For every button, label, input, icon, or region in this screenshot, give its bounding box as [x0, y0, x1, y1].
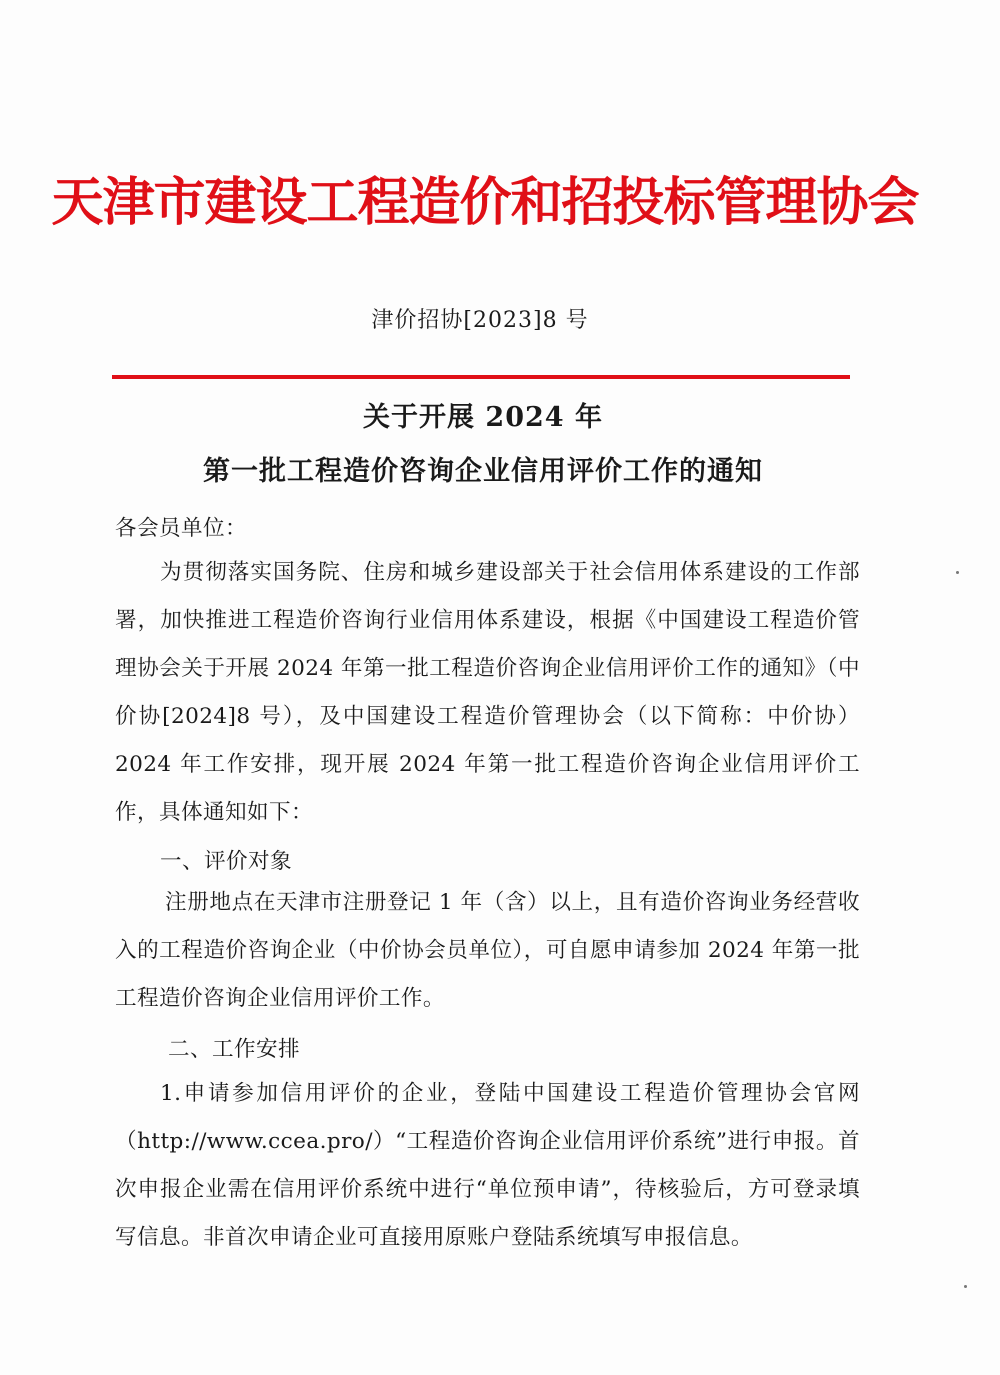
- section-heading-work-arrangement: 二、工作安排: [168, 1037, 300, 1062]
- intro-paragraph: 为贯彻落实国务院、住房和城乡建设部关于社会信用体系建设的工作部署，加快推进工程造价咨询行业信用体系建设，根据《中国建设工程造价管理协会关于开展 2024 年第一批工程造价咨询企业信用评价工作的通知》（中价协[2024]8 号），及中国建设工程造价管理协会（以下简称：中价协）2024 年工作安排，现开展 2024 年第一批工程造价咨询企业信用评价工作，具体通知如下：: [115, 560, 860, 825]
- organization-letterhead: 天津市建设工程造价和招投标管理协会: [51, 172, 919, 233]
- notice-title-line-1: 关于开展 2024 年: [363, 402, 603, 433]
- letterhead-red-rule: [112, 375, 850, 379]
- scan-speck: [956, 571, 959, 574]
- document-number: 津价招协[2023]8 号: [371, 308, 589, 333]
- section-heading-evaluation-target: 一、评价对象: [160, 849, 292, 874]
- salutation: 各会员单位：: [115, 516, 247, 541]
- scan-speck: [964, 1285, 967, 1288]
- notice-title-line-2: 第一批工程造价咨询企业信用评价工作的通知: [203, 456, 763, 487]
- section-body-evaluation-target: 注册地点在天津市注册登记 1 年（含）以上，且有造价咨询业务经营收入的工程造价咨询企业（中价协会员单位），可自愿申请参加 2024 年第一批工程造价咨询企业信用评价工作。: [115, 890, 860, 1011]
- section-body-work-arrangement: 1.申请参加信用评价的企业，登陆中国建设工程造价管理协会官网（http://www.ccea.pro/）“工程造价咨询企业信用评价系统”进行申报。首次申报企业需在信用评价系统中进行“单位预申请”，待核验后，方可登录填写信息。非首次申请企业可直接用原账户登陆系统填写申报信息。: [115, 1081, 860, 1250]
